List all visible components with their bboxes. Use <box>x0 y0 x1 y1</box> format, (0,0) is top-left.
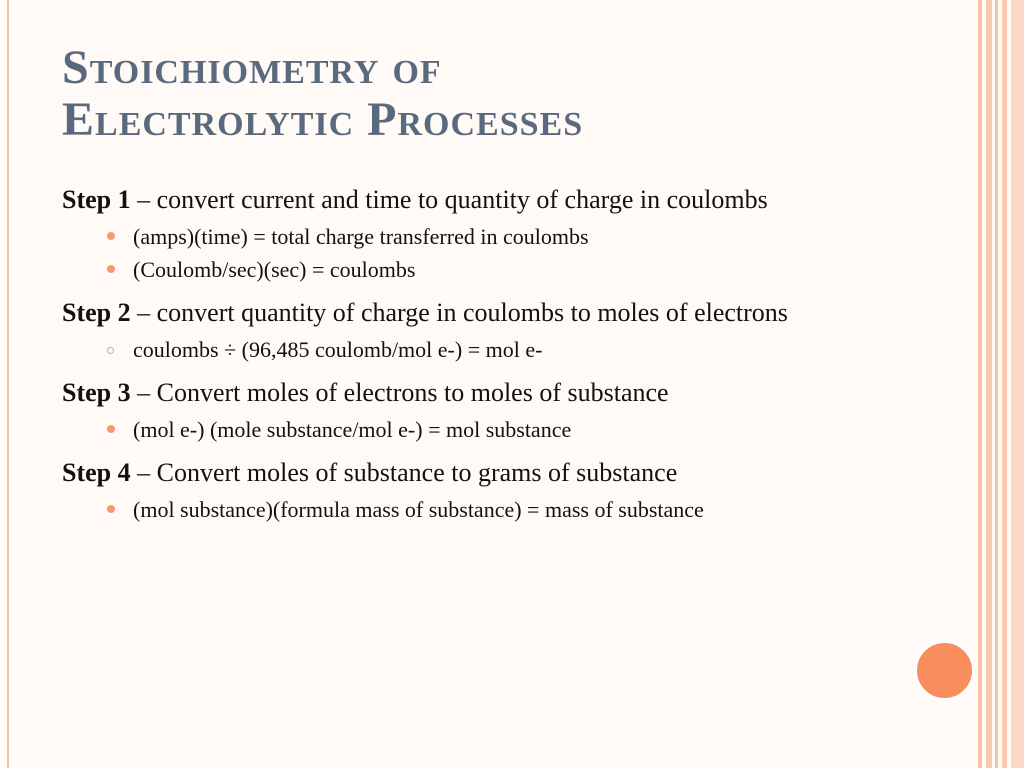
bullet-text: (amps)(time) = total charge transferred in coulombs <box>133 224 589 249</box>
slide-title-line-2: Electrolytic Processes <box>62 93 584 146</box>
decorative-stripe <box>986 0 992 768</box>
bullet-text: (Coulomb/sec)(sec) = coulombs <box>133 257 416 282</box>
step-2-text: – convert quantity of charge in coulombs to moles of electrons <box>130 298 788 327</box>
step-4 <box>62 456 902 489</box>
bullet-text: (mol e-) (mole substance/mol e-) = mol substance <box>133 417 572 442</box>
bullet-dot-icon <box>107 232 115 240</box>
decorative-stripe <box>1002 0 1007 768</box>
slide-body <box>62 183 902 524</box>
step-4-bullet-1 <box>62 495 902 524</box>
step-3-label: Step 3 <box>62 378 131 407</box>
slide-title <box>62 42 942 146</box>
left-accent-line <box>7 0 9 768</box>
bullet-ring-icon <box>107 347 114 354</box>
step-3-text: – Convert moles of electrons to moles of substance <box>130 378 669 407</box>
step-2 <box>62 296 902 329</box>
bullet-text: (mol substance)(formula mass of substance) = mass of substance <box>133 497 704 522</box>
step-2-label: Step 2 <box>62 298 131 327</box>
step-4-label: Step 4 <box>62 458 131 487</box>
step-1-label: Step 1 <box>62 185 131 214</box>
step-3-bullet-1 <box>62 415 902 444</box>
decorative-circle <box>914 640 975 701</box>
step-3 <box>62 376 902 409</box>
decorative-stripe <box>1011 0 1024 768</box>
bullet-text: coulombs ÷ (96,485 coulomb/mol e-) = mol e- <box>133 337 543 362</box>
step-1-bullet-1 <box>62 222 902 251</box>
step-2-bullet-1 <box>62 335 902 364</box>
bullet-dot-icon <box>107 265 115 273</box>
step-4-text: – Convert moles of substance to grams of substance <box>130 458 678 487</box>
step-1-bullet-2 <box>62 255 902 284</box>
decorative-stripe <box>978 0 982 768</box>
step-1-text: – convert current and time to quantity of charge in coulombs <box>130 185 768 214</box>
bullet-dot-icon <box>107 425 115 433</box>
step-1 <box>62 183 902 216</box>
bullet-dot-icon <box>107 505 115 513</box>
decorative-stripe <box>995 0 998 768</box>
slide-title-line-1: Stoichiometry of <box>62 41 442 94</box>
